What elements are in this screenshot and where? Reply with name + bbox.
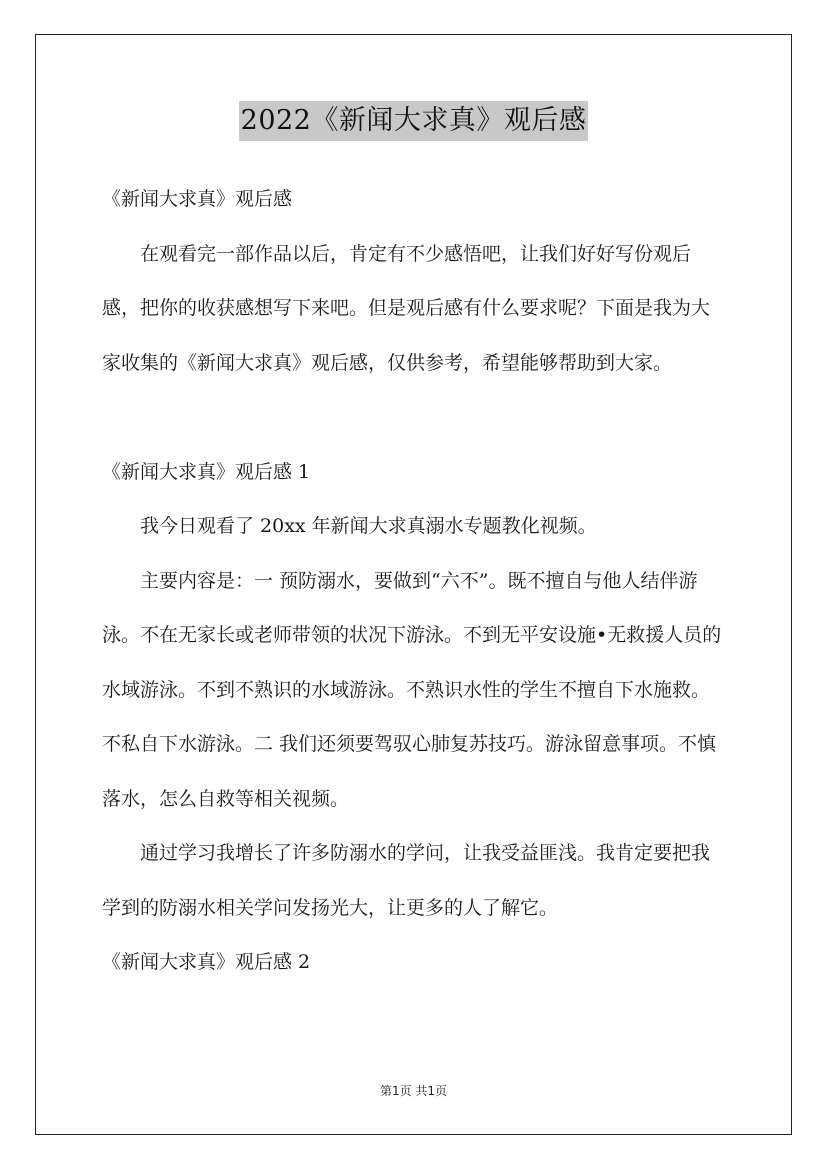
intro-paragraph: 在观看完一部作品以后，肯定有不少感悟吧，让我们好好写份观后感，把你的收获感想写下来吧。但是观后感有什么要求呢？下面是我为大家收集的《新闻大求真》观后感，仅供参考，希望能够帮助到大家。 xyxy=(102,242,711,374)
section-heading-2: 《新闻大求真》观后感 2 xyxy=(102,951,311,973)
section-1-paragraph-2: 主要内容是：一 预防溺水，要做到“六不”。既不擅自与他人结伴游泳。不在无家长或老师带领的状况下游泳。不到无平安设施•无救援人员的水域游泳。不到不熟识的水域游泳。不熟识水性的学生不擅自下水施救。不私自下水游泳。二 我们还须要驾驭心肺复苏技巧。游泳留意事项。不慎落水，怎么自救等相关视频。 xyxy=(102,569,722,810)
page-footer: 第1页 共1页 xyxy=(379,1084,448,1098)
section-heading-1: 《新闻大求真》观后感 1 xyxy=(102,460,311,483)
document-title: 2022《新闻大求真》观后感 xyxy=(239,101,589,141)
section-1-paragraph-3: 通过学习我增长了许多防溺水的学问，让我受益匪浅。我肯定要把我学到的防溺水相关学问发扬光大，让更多的人了解它。 xyxy=(102,842,711,919)
section-1-paragraph-1: 我今日观看了 20xx 年新闻大求真溺水专题教化视频。 xyxy=(140,515,597,537)
title-container xyxy=(0,101,827,141)
paragraph-spacer xyxy=(102,390,727,445)
subtitle: 《新闻大求真》观后感 xyxy=(102,188,293,210)
document-body xyxy=(102,172,727,990)
